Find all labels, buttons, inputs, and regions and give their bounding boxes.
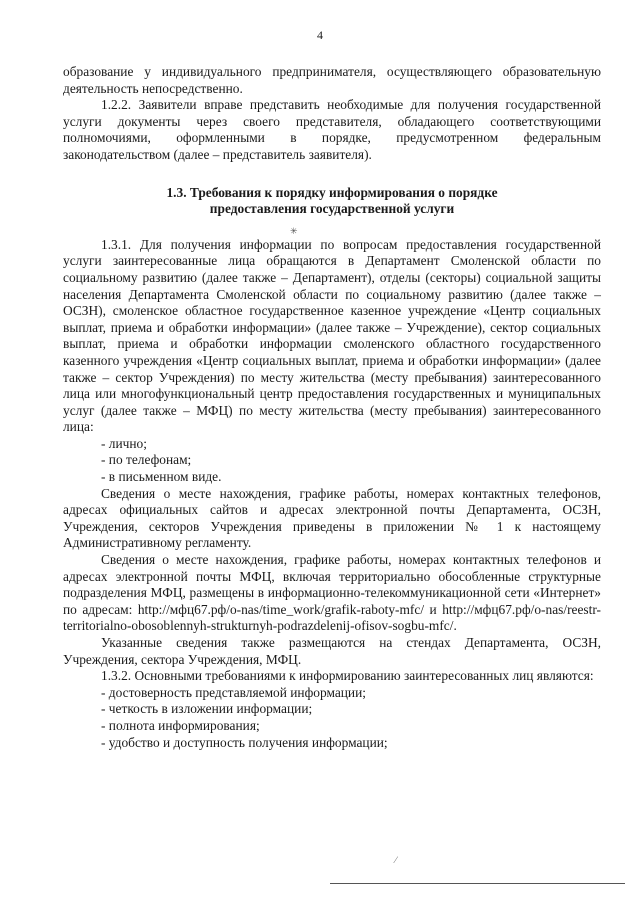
paragraph-contacts-department: Сведения о месте нахождения, графике работы, номерах контактных телефонов, адресах официальных сайтов и адресах электронной почты Департамента, ОСЗН, Учреждения, секторов Учреждения приведены в приложении № 1 к настоящему Административному регламенту. <box>63 485 601 551</box>
contact-method-item: - по телефонам; <box>101 452 192 468</box>
paragraph-contacts-mfc: Сведения о месте нахождения, графике работы, номерах контактных телефонов и адресах электронной почты МФЦ, включая территориально обособленные структурные подразделения МФЦ, размещены в информационно-телекоммуникационной сети «Интернет» по адресам: http://мфц67.рф/o-nas/time_work/grafik-raboty-mfc/ и http://мфц67.рф/o-nas/reestr-territorialno-obosoblennyh-strukturnyh-podrazdelenij-ofisov-sogbu-mfc/. <box>63 552 601 634</box>
requirement-item: - удобство и доступность получения информации; <box>101 734 388 750</box>
footer-rule <box>330 883 625 884</box>
contact-method-item: - лично; <box>101 435 147 451</box>
scan-artifact-mark: ✳ <box>290 226 298 236</box>
intro-continuation: образование у индивидуального предпринимателя, осуществляющего образовательную деятельность непосредственно. <box>63 64 601 96</box>
page-number: 4 <box>317 28 323 42</box>
document-body <box>63 64 601 751</box>
requirement-item: - достоверность представляемой информации; <box>101 684 366 700</box>
section-heading-line-1: 1.3. Требования к порядку информирования о порядке <box>166 184 498 200</box>
requirement-item: - полнота информирования; <box>101 717 260 733</box>
section-heading-line-2: предоставления государственной услуги <box>209 201 455 217</box>
paragraph-1-2-2: 1.2.2. Заявители вправе представить необходимые для получения государственной услуги документы через своего представителя, обладающего соответствующими полномочиями, оформленными в порядке, предусмотренном федеральным законодательством (далее – представитель заявителя). <box>63 97 601 162</box>
contact-method-item: - в письменном виде. <box>101 469 222 485</box>
paragraph-1-3-1: 1.3.1. Для получения информации по вопросам предоставления государственной услуги заинтересованные лица обращаются в Департамент Смоленской области по социальному развитию (далее также – Департамент), отделы (секторы) социальной защиты населения Департамента Смоленской области по социальному развитию (далее также – ОСЗН), смоленское областное государственное казенное учреждение «Центр социальных выплат, приема и обработки информации» (далее также – Учреждение), сектор социальных выплат, приема и обработки информации смоленского областного государственного казенного учреждения «Центр социальных выплат, приема и обработки информации» (далее также – сектор Учреждения) по месту жительства (месту пребывания) заинтересованного лица или многофункциональный центр предоставления государственных и муниципальных услуг (далее также – МФЦ) по месту жительства (месту пребывания) заинтересованного лица: <box>63 236 601 435</box>
scan-artifact-mark: ⁄ <box>395 855 397 865</box>
paragraph-stands: Указанные сведения также размещаются на стендах Департамента, ОСЗН, Учреждения, сектора Учреждения, МФЦ. <box>63 635 601 667</box>
section-heading <box>63 185 601 218</box>
paragraph-1-3-2: 1.3.2. Основными требованиями к информированию заинтересованных лиц являются: <box>101 668 594 684</box>
requirement-item: - четкость в изложении информации; <box>101 701 313 717</box>
